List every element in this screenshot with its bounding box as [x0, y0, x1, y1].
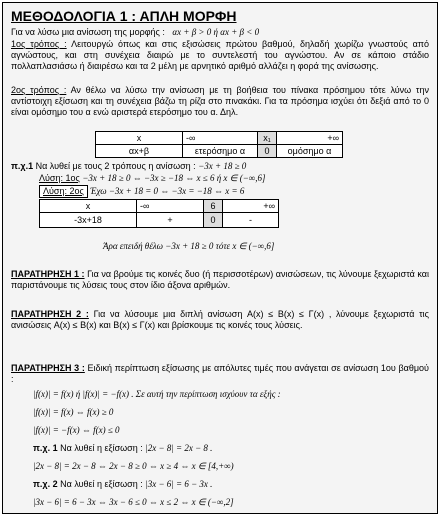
table-cell: 0 — [258, 145, 277, 158]
table-cell: ετερόσημο α — [183, 145, 258, 158]
ex2-equation: |3x − 6| = 6 − 3x . — [145, 479, 213, 489]
remark2-paragraph — [11, 309, 429, 331]
example1-conclusion — [103, 241, 429, 252]
table-cell: -∞ — [137, 200, 204, 213]
example-abs2-solution — [33, 497, 429, 508]
example1-label: π.χ.1 — [11, 161, 34, 171]
table-cell: -3x+18 — [40, 213, 137, 228]
solution1-text: −3x + 18 ≥ 0 ⇔ −3x ≥ −18 ⇔ x ≤ 6 ή x ∈ (−∞,6] — [82, 173, 266, 183]
example-abs1-solution — [33, 461, 429, 472]
example1-statement — [11, 161, 429, 172]
table-cell: +∞ — [277, 132, 343, 145]
table-cell: -∞ — [183, 132, 258, 145]
table-cell: αx+β — [96, 145, 183, 158]
ex2-label: π.χ. 2 — [33, 479, 58, 489]
method1-paragraph — [11, 39, 429, 72]
remark2-label: ΠΑΡΑΤΗΡΗΣΗ 2 : — [11, 309, 89, 319]
solution1-label: Λύση: 1ος — [39, 173, 80, 183]
solution2-label: Λύση: 2ος — [43, 186, 84, 196]
intro-line — [11, 27, 429, 38]
ex1-text: Να λυθεί η εξίσωση : — [60, 443, 143, 453]
remark2-text: Για να λύσουμε μια διπλή ανίσωση A(x) ≤ B(x) ≤ Γ(x) , λύνουμε ξεχωριστά τις ανισώσεις A(x) ≤ B(x) και B(x) ≤ Γ(x) και βρίσκουμε τις κοινές τους λύσεις. — [11, 309, 429, 330]
ex1-equation: |2x − 8| = 2x − 8 . — [145, 443, 213, 453]
table-cell: ομόσημο α — [277, 145, 343, 158]
example1-solution1 — [39, 173, 429, 184]
method1-label: 1ος τρόπος : — [11, 39, 67, 49]
table-row — [96, 145, 343, 158]
conclusion-text: Άρα επειδή θέλω −3x + 18 ≥ 0 τότε x ∈ (−∞,6] — [103, 241, 275, 251]
remark3-paragraph — [11, 363, 429, 385]
method2-label: 2ος τρόπος : — [11, 85, 67, 95]
example-abs2-statement — [33, 479, 429, 490]
ex2-text: Να λυθεί η εξίσωση : — [60, 479, 143, 489]
table-row — [96, 132, 343, 145]
document-page — [2, 2, 438, 514]
remark3-rule2 — [33, 425, 429, 436]
ex2-solution: |3x − 6| = 6 − 3x ⇔ 3x − 6 ≤ 0 ⇔ x ≤ 2 ⇔ x ∈ (−∞,2] — [33, 497, 234, 507]
remark3-case — [33, 389, 429, 400]
sign-table-general — [95, 131, 343, 158]
table-cell: x — [96, 132, 183, 145]
remark1-paragraph — [11, 269, 429, 291]
table-cell: +∞ — [223, 200, 279, 213]
remark1-text: Για να βρούμε τις κοινές δυο (ή περισσοτέρων) ανισώσεων, τις λύνουμε ξεχωριστά και παριστάνουμε τις λύσεις τους στον ίδιο άξονα αριθμών. — [11, 269, 429, 290]
remark3-label: ΠΑΡΑΤΗΡΗΣΗ 3 : — [11, 363, 85, 373]
page-title: ΜΕΘΟΔΟΛΟΓΙΑ 1 : ΑΠΛΗ ΜΟΡΦΗ — [11, 8, 237, 24]
remark3-case-text: |f(x)| = f(x) ή |f(x)| = −f(x) . Σε αυτή την περίπτωση ισχύουν τα εξής : — [33, 389, 281, 399]
method1-text: Λειτουργώ όπως και στις εξισώσεις πρώτου βαθμού, δηλαδή χωρίζω γνωστούς από αγνώστους, και στη συνέχεια διαιρώ με το συντελεστή του αγνώστου. Αν σε κάποιο στάδιο πολλαπλασιάσω ή διαιρέσω και τα 2 μέλη με αρνητικό αριθμό αλλάζει η φορά της ανίσωσης. — [11, 39, 429, 71]
intro-math: αx + β > 0 ή αx + β < 0 — [172, 27, 260, 37]
example-abs1-statement — [33, 443, 429, 454]
table-row — [40, 213, 279, 228]
table-row — [40, 200, 279, 213]
solution2-label-box — [39, 185, 88, 198]
table-cell: 6 — [204, 200, 223, 213]
rule2-text: |f(x)| = −f(x) ⇔ f(x) ≤ 0 — [33, 425, 120, 435]
remark3-text: Ειδική περίπτωση εξίσωσης με απόλυτες τιμές που ανάγεται σε ανίσωση 1ου βαθμού : — [11, 363, 429, 384]
table-cell: 0 — [204, 213, 223, 228]
ex1-label: π.χ. 1 — [33, 443, 58, 453]
intro-text: Για να λύσω μια ανίσωση της μορφής : — [11, 27, 165, 37]
ex1-solution: |2x − 8| = 2x − 8 ⇔ 2x − 8 ≥ 0 ⇔ x ≥ 4 ⇔ x ∈ [4,+∞) — [33, 461, 234, 471]
table-cell: x — [40, 200, 137, 213]
table-cell: - — [223, 213, 279, 228]
remark1-label: ΠΑΡΑΤΗΡΗΣΗ 1 : — [11, 269, 85, 279]
table-cell: x₁ — [258, 132, 277, 145]
method2-text: Αν θέλω να λύσω την ανίσωση με τη βοήθεια του πίνακα πρόσημου τότε λύνω την αντίστοιχη εξίσωση και τη συνέχεια βάζω τη ρίζα στο πινακάκι. Για τα πρόσημα ισχύει ότι δεξιά από το 0 είναι ομόσημο του α ενώ αριστερά ετερόσημο του α. Δηλ. — [11, 85, 429, 117]
solution2-text: Έχω −3x + 18 = 0 ⇔ −3x = −18 ⇔ x = 6 — [90, 186, 245, 196]
table-cell: + — [137, 213, 204, 228]
example1-inequality: −3x + 18 ≥ 0 — [198, 161, 247, 171]
example1-solution2 — [39, 185, 429, 198]
rule1-text: |f(x)| = f(x) ⇔ f(x) ≥ 0 — [33, 407, 114, 417]
method2-paragraph — [11, 85, 429, 118]
example1-text: Να λυθεί με τους 2 τρόπους η ανίσωση : — [35, 161, 196, 171]
remark3-rule1 — [33, 407, 429, 418]
sign-table-example — [39, 199, 279, 228]
